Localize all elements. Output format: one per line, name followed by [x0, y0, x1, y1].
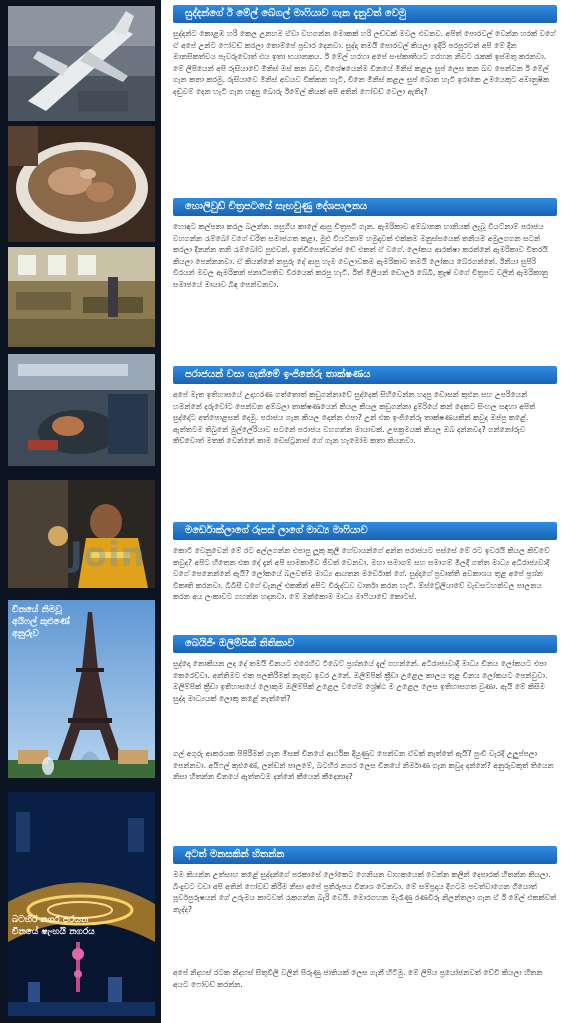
section-heading: පරාජයන් වසා ගැනීමේ ඉංජිනේරු තාක්ෂණය	[173, 366, 557, 384]
photo-column	[0, 0, 161, 1023]
section-text: කොටි වෙනුවෙන් මේ රට අල්ලගන්න එපාපු ලූකු කුලී හේවායන්ගේ අන්ත පරාජයට පස්සේ මේ රට ඉවරයි කියල කිව්වේ කවුද? අපිට හිතෙන එක දේ දැන් අපි සාමකාමීව ජීවත් වෙනවා. මහා සමාගම් සහ සමාගම් මිලදී ගත්ත මාධ්‍ය අධිරාජ්‍යවාදී වගේ පෙනෙන්නේ ඇයි? ලෝකයේ බලවත්ම මාධ්‍ය ආයතන මර්ඩොක් ගේ. සුද්දාගේ ප්‍රවෘත්ති අවකාශය තුළ අපේ ප්‍රශ්න විකෘති කරනවා. බීබීසී වගේ චැනල් එකකින් අපිට විරුද්ධව වාර්තා කරන හැටි. ඕස්ට්‍රේලියාවේ වැඩසටහන්වල පාලනය කරන අය ලංකාවට ගහන්න හදනවා. මේ ඔක්කොම මාධ්‍ය මාෆියාවේ කොටස්.	[173, 546, 550, 602]
photo-factory	[8, 247, 155, 347]
section-heading: සුද්දන්ගේ ඊ මේල් බේගල් මාෆියාව ගැන දැනුවත් වෙමු	[173, 5, 557, 23]
section-beijing-olympics	[173, 635, 557, 806]
section-text: හොඳට කල්පනා කරල බලන්න. පසුගිය කාලේ ආපු චිත්‍රපටි ගැන. ඇමරිකාව අම්බානක හානියක් ලැබූ වියට්නාම් පරාජය වහගන්න රැම්බෝ වගේ චරිත සමාජගත කළා. මුළු වියට්නාම් හමුදාවක් එක්කම මනුස්සයෙක් තනියම අමුලගගන සටන් කරලා දිනන්න තනි රැම්බෝට පුළුවන්. ඉන්ඩිපෙන්ඩන්ස් ඩේ එකත් ඒ වගේ. ලෝකය ආරක්ෂා කරන්නේ ඇමරිකාව විතරයි කියලා පෙන්නනවා. ඒ කියන්නේ නපුරු දේ ආපු හැම වෙලාවකම ඇමරිකාව තමයි ලෝකය බේරගන්නේ. ඊනියා සුපිරි වීරයන් මවල ඇමරිකන් ජනාධිපතිව වීරයෙක් කරපු හැටි. ඊත් මිලියන් ඩොලර් බේබි, ක්‍රෑෂ් වගේ චිත්‍රපට වලින් ඇමරිකානු සමාජයේ මායාව බිඳ පෙන්වනවා.	[173, 222, 548, 289]
section-heading: මර්ඩොක්ලාගේ රූපස් ලාගේ මාධ්‍ය මාෆියාව	[173, 522, 557, 540]
section-text: සුද්දො නොකියන ලද දේ තමයි චීනයට එරෙහිව ටිබෙට් ප්‍රශ්නයේ දැල් ගහන්නේ. අධිරාජ්‍යවාදී මාධ්‍ය චීනය ලෝකයට එපා කෙරෙව්වා. අන්තිමට එක පලකිරීමක් නැතුව ඉවර උනේ. ඔලිම්පික් ක්‍රීඩා උළෙල කාලය තුළ චීනය ලෝකයට පෙන්වුවා. ඔලිම්පික් ක්‍රීඩා ඉතිහාසයේ ලොකුම ඔලිම්පික් උළෙල වගේම ශ්‍රේෂ්ඨ ම උළෙල ලෙස ඉතිහාසගත වුණා. ඇයි මේ කිසිම සුද්ද මාධ්‍යයක් ලොකු කළේ නැත්තේ?	[173, 659, 548, 703]
photo-shanghai	[8, 792, 155, 1016]
section-text: මම කියන්න උත්සාහ කළේ සුද්දන්ගේ පරකාසේ ලෝකෙට ගෙනියන වාහකයෙක් වෙන්න කලින් දෙපාරක් හිතන්න කියලා. බිංදුවට වඩා අපි අතින් ෆෝවඩ් කිරීම නිසා අපේ ප්‍රතිරූපය විනාශ වෙනවා. මේ සම්ප්‍රදාය දිගටම පවත්වාගෙන ගියොත් පූර්වපුරුෂයන් ගේ උරුමය කාටවත් රැකගන්න බැරි වෙයි. මොරගහන මැරෑණු රණවිරු නිලන්තලා ගැන ඒ ඊ මේල් එකක්වත් නැද්ද?	[173, 870, 557, 914]
photo-mechanic	[8, 354, 155, 466]
section-heading: අටත් මනසකින් හිතන්න	[173, 846, 557, 864]
section-think	[173, 846, 557, 1003]
section-heading: බෙයිජිං ඔලිම්පික් නිතිකාව	[173, 635, 557, 653]
section-engineering	[173, 366, 557, 519]
section-email-mafia	[173, 5, 557, 190]
section-hollywood	[173, 198, 557, 357]
shanghai-caption: බටහිර නගර පරයන චීනයේ ෂැංහයි නගරය	[12, 915, 95, 937]
section-text-2: අපේ නිදහස් රටක නිදහස් සිතුවිලි වලින් පිරුණු ජාතියක් ලෙස ගැනී හිටිමු. මේ ලිපිය ප්‍රයෝජනවත් වේවි කියලා හිතන අයට ෆෝවඩ් කරන්න.	[173, 968, 543, 989]
section-media-mafia	[173, 522, 557, 649]
section-text: අපේ මෑත ඉතිහාසයේ උදාහරණ ගත්තොත් කඩුගන්නාවේ සුද්දෙක් සිහිවෙන්න හදපු ඩොසන් කුළුන සහ උපරියෙන් හමන්නේ දරුවෝට පෙන්වන අම්බලා තාක්ෂණයෙන් කියල කියල කඩුගන්නා දුම්රියේ කන් දෙකට සිංහල සඳහා අපිත් සුද්දෝට අත්පොළසන් දෙමු. පරාජය ගැන කියල දෙන්න එපා? උන් එක ඉංජිනේරු තාක්ෂණයකින් කවුද ඔප්පු කළේ. ඇත්තටම තිබුනේ මුල්ලේරියාව සටනේ පරාජය වහගන්න මායාවක්. උපක්‍රමයක් කියල ඔබ දන්නවද? ගන්නෝරුව කිව්වොත් මතක් වෙන්නේ කාම ඩෙස්ට්‍රනාස් ගේ ගැන හැමෝම කතා කියනවා.	[173, 390, 536, 446]
photo-plane-crash	[8, 6, 155, 121]
eiffel-caption: චීනයේ නිමවූ අයිෆල් කුළුණේ අනුරුව	[12, 605, 70, 639]
section-text-2: ගල් අගුරු ආකරයක පිපිරීමක් ගැන මිසක් චීනයේ ආර්ථික දියුණුව පෙන්වන ඒවක් නැත්තේ ඇයි? පුංචි වැරදි උලුප්පලා පෙන්නවා. අයිෆල් කුළුණේ, ලන්ඩන් පාලමේ, බටහිර නගර ලෙස චීනයේ නිර්මාණ ගැන කවුද දන්නේ? අනුරුවකුත් තියෙන නිසා හිතන්න චීනයේ ඇත්තටම දන්නේ කීයෙන් කීදෙනාද?	[173, 749, 554, 782]
watermark: Join	[70, 535, 146, 575]
article-column	[165, 0, 562, 1023]
section-heading: හොලිවුඩ් චිත්‍රපටයේ සැඟවුණු දේශපාලනය	[173, 198, 557, 216]
section-text: සුද්දන්ට කොළඹ හරි කෙල උනහම ඒවා වහගන්න මොකක් හරි ලඩ්ඩක් මවල එවනව. අපිත් පොරවල් වෙන්න හරක් වගේ ඒ අපේ උන්ට ෆෝවඩ් කරලා තොම්පේ ප්‍රචාර දෙනවා. සුද්දා තමයි පොරවල් කියලා ඉදිරි පරපුරටත් අපි මේ දීන මානසිකත්වය පැවරුවොත් එය ඉතා භයානකය. ඊ මේල් හරහා අපේ සංස්කෘතියට ගරහන නිවට රැකක් ඉස්මතු කරනවා. මේ ලිපියෙන් අපි රුසියාවේ මිනිස් මස් කන බව, විශේෂයෙන්ම චීනයේ මිනිස් කළල සුප් ලෙස කන බව පෙන්වන ඊ මේල් ගැන කතා කරමු. රුසියාවෙ මිනිස් අවයව වික්කන හැටි, චීනෙ මිනිස් කළල සුප් බොන හැටි ඉරාකෙ උමයෙකුට අමානුෂික දඬුවම් දෙන හැටි ගැන හඳුපු බොරු ඊමේල් කියක් අපි අතින් ෆෝවඩ් වෙලා ඇතිද?	[173, 29, 556, 96]
photo-soup-bowl	[8, 126, 155, 242]
